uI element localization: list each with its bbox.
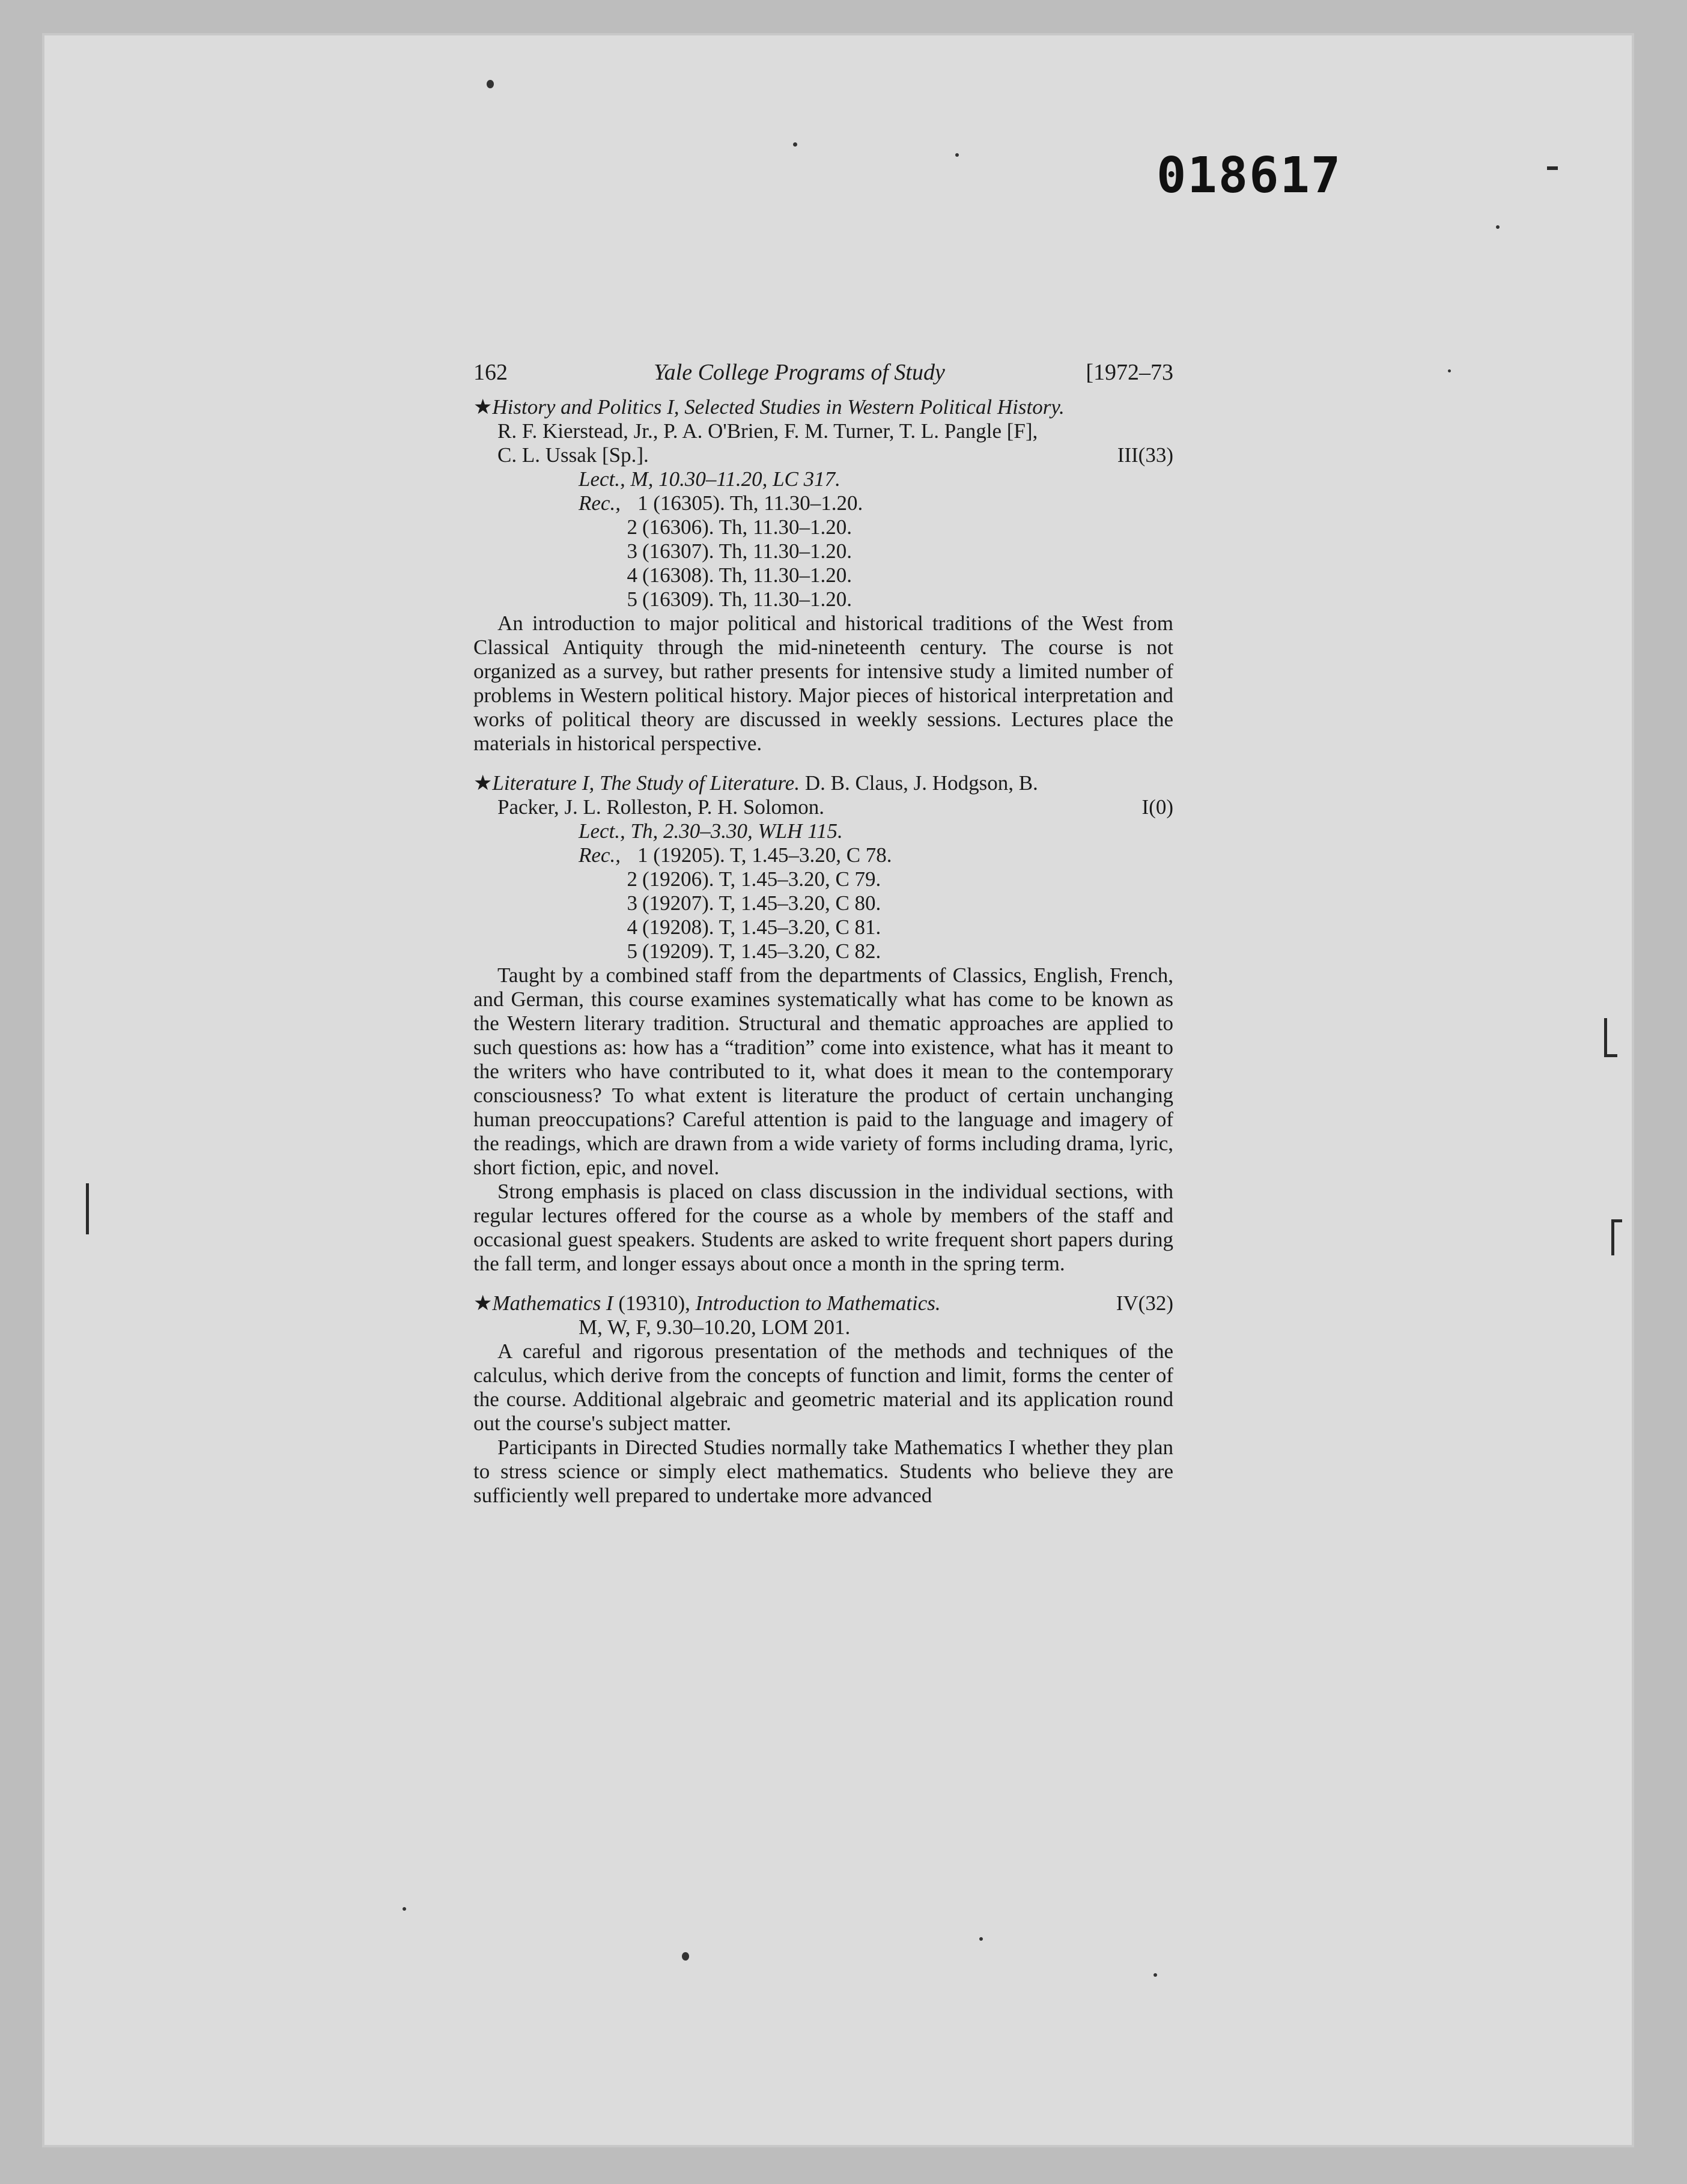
recitation-row (579, 563, 1173, 587)
margin-mark (1547, 166, 1558, 170)
margin-tick-mark (86, 1183, 89, 1234)
course-description: A careful and rigorous presentation of the methods and techniques of the calculus, which derive from the concepts of function and limit, forms the center of the course. Additional algebraic and geometric material and its application round out the course's subject matter. (473, 1339, 1173, 1435)
course-credit: IV(32) (1116, 1291, 1173, 1315)
course-description: An introduction to major political and historical traditions of the West from Classical Antiquity through the mid-nineteenth century. The course is not organized as a survey, but rather presents for intensive study a limited number of problems in Western political history. Major pieces of historical interpretation and works of political theory are discussed in weekly sessions. Lectures place the materials in historical perspective. (473, 611, 1173, 755)
recitation-number: 3 (627, 539, 637, 563)
scan-speck (1154, 1973, 1157, 1977)
course-name: Literature I, The Study of Literature. (492, 771, 800, 795)
course-number: (19310), (618, 1291, 690, 1315)
recitation-detail: (19209). T, 1.45–3.20, C 82. (642, 939, 881, 963)
recitation-label: Rec., (579, 491, 621, 515)
recitation-row (579, 867, 1173, 891)
scan-speck (1496, 225, 1500, 229)
lecture-time: M, W, F, 9.30–10.20, LOM 201. (579, 1315, 851, 1339)
course-entry (473, 1291, 1173, 1508)
course-schedule (473, 467, 1173, 611)
recitation-number: 1 (637, 491, 648, 515)
recitation-number: 4 (627, 915, 637, 939)
recitation-detail: (16307). Th, 11.30–1.20. (642, 539, 853, 563)
course-description: Strong emphasis is placed on class discussion in the individual sections, with regular lectures offered for the course as a whole by members of the staff and occasional guest speakers. Students are asked to write frequent short papers during the fall term, and longer essays about once a month in the spring term. (473, 1180, 1173, 1275)
scanned-page (42, 33, 1634, 2147)
recitation-detail: (16308). Th, 11.30–1.20. (642, 563, 853, 587)
recitation-number: 1 (637, 843, 648, 867)
course-instructors-line (473, 443, 1173, 467)
lecture-time: Lect., M, 10.30–11.20, LC 317. (579, 467, 840, 491)
recitation-row (579, 843, 1173, 867)
course-name: History and Politics I, Selected Studies in Western Political History. (492, 395, 1065, 419)
scan-speck (682, 1952, 689, 1961)
document-number: 018617 (1157, 147, 1342, 204)
course-entry (473, 771, 1173, 1276)
course-credit: I(0) (1141, 795, 1173, 819)
recitation-number: 5 (627, 939, 637, 963)
running-head (473, 360, 1173, 395)
recitation-row (579, 539, 1173, 563)
recitation-detail: (16305). Th, 11.30–1.20. (653, 491, 863, 515)
recitation-detail: (16306). Th, 11.30–1.20. (642, 515, 853, 539)
star-marker: ★ (473, 395, 493, 419)
course-instructors-cont: C. L. Ussak [Sp.]. (497, 443, 649, 467)
recitation-row (579, 515, 1173, 539)
recitation-detail: (19207). T, 1.45–3.20, C 80. (642, 891, 881, 915)
course-schedule (473, 1315, 1173, 1339)
spacer (473, 756, 1173, 771)
course-title (473, 771, 1173, 795)
recitation-number: 5 (627, 587, 637, 611)
scan-speck (403, 1907, 406, 1911)
scan-speck (955, 153, 959, 157)
course-entry (473, 395, 1173, 756)
course-description: Taught by a combined staff from the departments of Classics, English, French, and German, this course examines systematically what has come to be known as the Western literary tradition. Structural and thematic approaches are applied to such questions as: how has a “tradition” come into existence, what has it meant to the writers who have contributed to it, what does it mean to the contemporary consciousness? To what extent is literature the product of certain unchanging human preoccupations? Careful attention is paid to the language and imagery of the readings, which are drawn from a wide variety of forms including drama, lyric, short fiction, epic, and novel. (473, 963, 1173, 1179)
margin-bracket-mark (1604, 1054, 1617, 1057)
course-subtitle: Introduction to Mathematics. (695, 1291, 941, 1315)
scan-speck (793, 142, 797, 147)
recitation-row (579, 939, 1173, 963)
recitation-row (579, 891, 1173, 915)
recitation-label: Rec., (579, 843, 621, 867)
course-instructors: D. B. Claus, J. Hodgson, B. (804, 771, 1038, 795)
recitation-detail: (19208). T, 1.45–3.20, C 81. (642, 915, 881, 939)
publication-title: Yale College Programs of Study (654, 360, 945, 385)
page-number: 162 (473, 360, 508, 385)
course-schedule (473, 819, 1173, 963)
recitation-row (579, 491, 1173, 515)
course-description: Participants in Directed Studies normally take Mathematics I whether they plan to stress science or simply elect mathematics. Students who believe they are sufficiently well prepared to undertake more advanced (473, 1436, 1173, 1507)
catalog-column (473, 360, 1173, 1508)
recitation-number: 4 (627, 563, 637, 587)
lecture-time: Lect., Th, 2.30–3.30, WLH 115. (579, 819, 843, 843)
course-instructors-cont: Packer, J. L. Rolleston, P. H. Solomon. (497, 795, 825, 819)
margin-bracket-mark (1611, 1219, 1622, 1222)
star-marker: ★ (473, 771, 493, 795)
star-marker: ★ (473, 1291, 493, 1315)
scan-speck (1448, 369, 1451, 372)
recitation-detail: (19205). T, 1.45–3.20, C 78. (653, 843, 892, 867)
recitation-detail: (16309). Th, 11.30–1.20. (642, 587, 853, 611)
recitation-number: 2 (627, 867, 637, 891)
margin-bracket-mark (1604, 1018, 1607, 1054)
spacer (473, 1276, 1173, 1291)
course-instructors: R. F. Kierstead, Jr., P. A. O'Brien, F. M. Turner, T. L. Pangle [F], (497, 419, 1038, 443)
recitation-detail: (19206). T, 1.45–3.20, C 79. (642, 867, 881, 891)
recitation-number: 3 (627, 891, 637, 915)
course-title (473, 395, 1173, 419)
recitation-row (579, 587, 1173, 611)
course-instructors-line (473, 795, 1173, 819)
academic-year: [1972–73 (1086, 360, 1173, 385)
scan-speck (487, 80, 494, 88)
course-title (473, 1291, 1173, 1315)
recitation-number: 2 (627, 515, 637, 539)
recitation-row (579, 915, 1173, 939)
scan-speck (979, 1937, 983, 1941)
margin-bracket-mark (1611, 1219, 1614, 1255)
course-name: Mathematics I (492, 1291, 613, 1315)
course-credit: III(33) (1117, 443, 1173, 467)
